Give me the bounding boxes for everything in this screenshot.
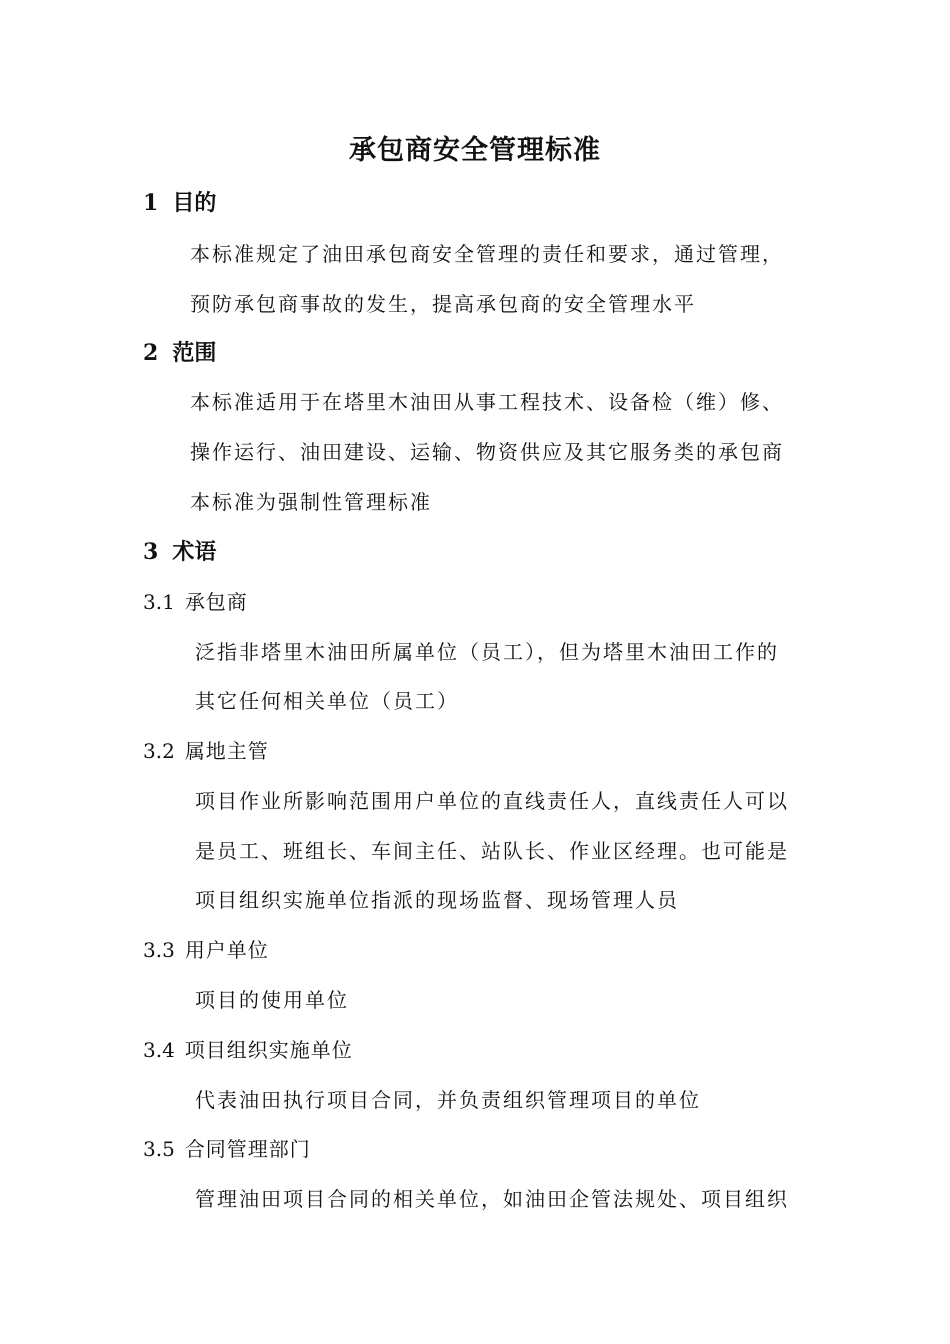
section-number: 3 bbox=[143, 539, 159, 565]
term-name: 用户单位 bbox=[184, 938, 269, 962]
term-number: 3.1 bbox=[143, 590, 175, 614]
term-definition-line: 项目的使用单位 bbox=[195, 988, 349, 1012]
term-heading bbox=[143, 735, 269, 764]
term-definition-line: 管理油田项目合同的相关单位，如油田企管法规处、项目组织 bbox=[195, 1187, 789, 1211]
section-heading-terms bbox=[143, 535, 216, 566]
term-definition-line: 是员工、班组长、车间主任、站队长、作业区经理。也可能是 bbox=[195, 839, 789, 863]
term-definition-line: 泛指非塔里木油田所属单位（员工），但为塔里木油田工作的 bbox=[195, 640, 779, 664]
section-title: 范围 bbox=[172, 340, 217, 366]
document-title: 承包商安全管理标准 bbox=[349, 135, 601, 166]
paragraph-line: 本标准规定了油田承包商安全管理的责任和要求，通过管理， bbox=[190, 242, 784, 266]
section-number: 1 bbox=[143, 190, 159, 216]
section-heading-purpose bbox=[143, 186, 216, 217]
paragraph-line: 本标准适用于在塔里木油田从事工程技术、设备检（维）修、 bbox=[190, 390, 784, 414]
term-number: 3.5 bbox=[143, 1137, 175, 1161]
term-definition-line: 项目组织实施单位指派的现场监督、现场管理人员 bbox=[195, 888, 679, 912]
paragraph-line: 预防承包商事故的发生，提高承包商的安全管理水平 bbox=[190, 292, 696, 316]
section-heading-scope bbox=[143, 336, 216, 367]
term-definition-line: 其它任何相关单位（员工） bbox=[195, 689, 459, 713]
section-title: 术语 bbox=[172, 539, 217, 565]
term-heading bbox=[143, 1133, 311, 1162]
term-name: 合同管理部门 bbox=[184, 1137, 311, 1161]
section-number: 2 bbox=[143, 340, 159, 366]
term-name: 属地主管 bbox=[184, 739, 269, 763]
term-number: 3.2 bbox=[143, 739, 175, 763]
term-heading bbox=[143, 586, 248, 615]
term-name: 承包商 bbox=[184, 590, 248, 614]
section-title: 目的 bbox=[172, 190, 217, 216]
term-heading bbox=[143, 934, 269, 963]
term-name: 项目组织实施单位 bbox=[184, 1038, 353, 1062]
term-number: 3.4 bbox=[143, 1038, 175, 1062]
paragraph-line: 本标准为强制性管理标准 bbox=[190, 490, 432, 514]
term-number: 3.3 bbox=[143, 938, 175, 962]
term-definition-line: 代表油田执行项目合同，并负责组织管理项目的单位 bbox=[195, 1088, 701, 1112]
term-heading bbox=[143, 1034, 353, 1063]
paragraph-line: 操作运行、油田建设、运输、物资供应及其它服务类的承包商 bbox=[190, 440, 784, 464]
term-definition-line: 项目作业所影响范围用户单位的直线责任人，直线责任人可以 bbox=[195, 789, 789, 813]
